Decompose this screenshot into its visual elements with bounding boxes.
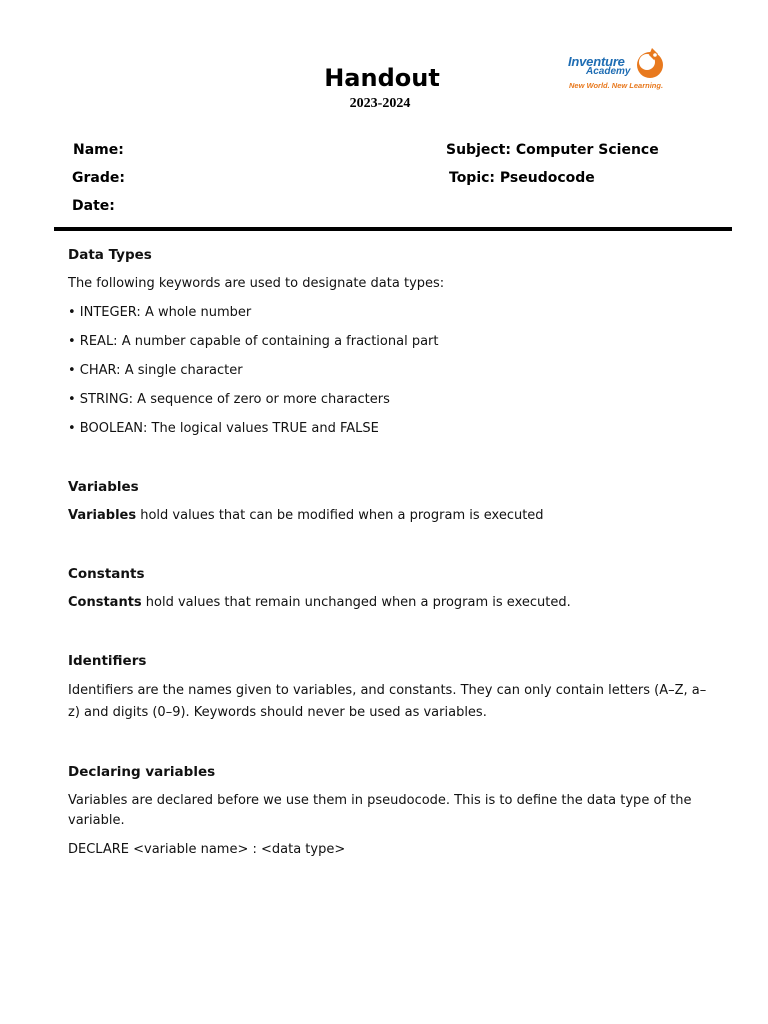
data-type-item: • STRING: A sequence of zero or more characters (68, 392, 390, 407)
school-logo (566, 46, 670, 94)
variables-heading: Variables (68, 479, 139, 495)
name-label: Name: (73, 142, 124, 158)
variables-text (68, 506, 718, 526)
variables-term: Variables (68, 508, 137, 523)
page-title: Handout (324, 64, 440, 92)
topic-label: Topic: Pseudocode (449, 170, 595, 186)
constants-term: Constants (68, 595, 142, 610)
logo-name-line2: Academy (586, 66, 631, 77)
data-types-intro: The following keywords are used to designate data types: (68, 276, 445, 291)
constants-text (68, 593, 718, 613)
school-year: 2023-2024 (349, 96, 411, 111)
grade-label: Grade: (72, 170, 125, 186)
logo-tagline: New World. New Learning. (569, 81, 664, 90)
data-type-item: • REAL: A number capable of containing a fractional part (68, 334, 439, 349)
declaring-heading: Declaring variables (68, 764, 216, 780)
date-label: Date: (72, 198, 115, 214)
logo-name-line1: Inventure (568, 54, 625, 69)
data-type-item: • BOOLEAN: The logical values TRUE and FALSE (68, 421, 379, 436)
identifiers-heading: Identifiers (68, 653, 147, 669)
data-types-heading: Data Types (68, 247, 152, 263)
declaring-text: Variables are declared before we use them in pseudocode. This is to define the data type of the variable. (68, 793, 692, 828)
handout-body (68, 245, 718, 860)
constants-definition: hold values that remain unchanged when a program is executed. (141, 595, 571, 610)
variables-definition: hold values that can be modified when a program is executed (136, 508, 544, 523)
declare-syntax: DECLARE <variable name> : <data type> (68, 842, 346, 857)
identifiers-text: Identifiers are the names given to variables, and constants. They can only contain letters (A–Z, a–z) and digits (0–9). Keywords should never be used as variables. (68, 683, 707, 720)
data-type-item: • CHAR: A single character (68, 363, 243, 378)
header-divider (54, 227, 732, 231)
logo-mark-icon (634, 46, 666, 80)
constants-heading: Constants (68, 566, 145, 582)
data-type-item: • INTEGER: A whole number (68, 305, 252, 320)
subject-label: Subject: Computer Science (446, 142, 659, 158)
